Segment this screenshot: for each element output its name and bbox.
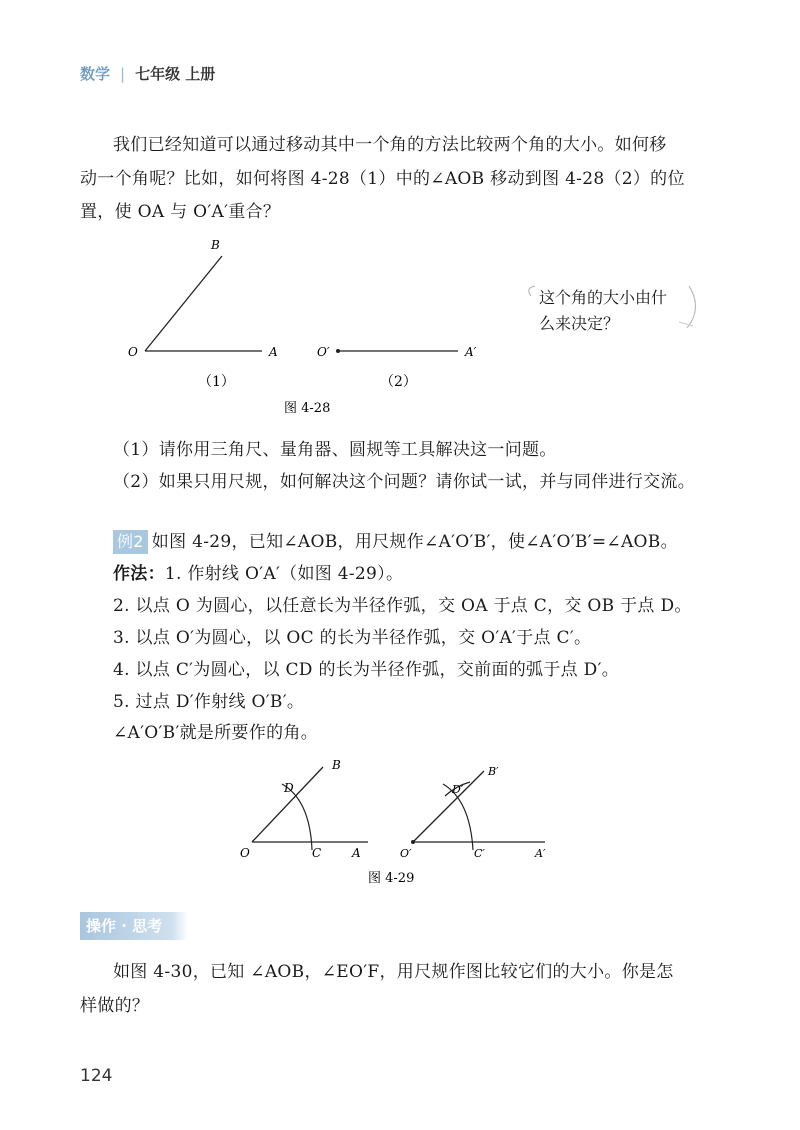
intro-line-1: 我们已经知道可以通过移动其中一个角的方法比较两个角的大小。如何移 — [113, 135, 667, 155]
question-2: （2）如果只用尺规，如何解决这个问题？请你试一试，并与同伴进行交流。 — [113, 472, 696, 492]
subfigure-2-label: （2） — [380, 374, 417, 390]
step-3: 3. 以点 O′为圆心，以 OC 的长为半径作弧，交 O′A′于点 C′。 — [113, 628, 592, 648]
header-subject: 数学 — [80, 65, 111, 83]
point-o2-429 — [411, 840, 415, 844]
ray-ob-429 — [252, 767, 323, 842]
label-a-prime: A′ — [465, 345, 477, 359]
question-1: （1）请你用三角尺、量角器、圆规等工具解决这一问题。 — [113, 440, 557, 460]
header-grade: 七年级 上册 — [135, 65, 216, 83]
step-2: 2. 以点 O 为圆心，以任意长为半径作弧，交 OA 于点 C，交 OB 于点 D。 — [113, 596, 692, 616]
label-a-429: A — [352, 846, 361, 860]
figure-4-29-caption: 图 4-29 — [368, 871, 415, 886]
bubble-line-2: 么来决定？ — [539, 314, 620, 333]
intro-line-3: 置，使 OA 与 O′A′重合？ — [80, 202, 281, 222]
operation-line-2: 样做的？ — [80, 996, 150, 1016]
example-statement: 如图 4-29，已知∠AOB，用尺规作∠A′O′B′，使∠A′O′B′=∠AOB。 — [151, 532, 678, 552]
header-separator: | — [120, 65, 126, 83]
method-label: 作法： — [113, 564, 165, 584]
bubble-line-1: 这个角的大小由什 — [539, 288, 668, 307]
label-c-429: C — [312, 846, 322, 860]
label-o: O — [128, 345, 138, 359]
step-1: 1. 作射线 O′A′（如图 4-29）。 — [164, 564, 404, 584]
label-c-prime-429: C′ — [474, 847, 485, 860]
intro-line-2: 动一个角呢？比如，如何将图 4-28（1）中的∠AOB 移动到图 4-28（2）的位 — [80, 169, 685, 189]
label-o-429: O — [240, 846, 250, 860]
label-b-prime-429: B′ — [488, 765, 499, 778]
example-badge: 例2 — [113, 530, 148, 554]
label-a-prime-429: A′ — [535, 847, 546, 860]
operation-badge: 操作 · 思考 — [80, 912, 188, 940]
subfigure-1-label: （1） — [198, 374, 235, 390]
page-number: 124 — [80, 1066, 113, 1086]
label-o-prime: O′ — [317, 345, 330, 359]
operation-line-1: 如图 4-30，已知 ∠AOB，∠EO′F，用尺规作图比较它们的大小。你是怎 — [113, 962, 674, 982]
label-b-429: B — [332, 758, 341, 772]
label-b: B — [211, 238, 220, 252]
label-a: A — [269, 345, 278, 359]
ray-o2b2-429 — [413, 771, 484, 842]
label-d-429: D — [284, 781, 294, 795]
label-o-prime-429: O′ — [400, 847, 412, 860]
step-5: 5. 过点 D′作射线 O′B′。 — [113, 692, 305, 712]
conclusion: ∠A′O′B′就是所要作的角。 — [113, 723, 319, 743]
label-d-prime-429: D′ — [452, 783, 464, 796]
step-4: 4. 以点 C′为圆心，以 CD 的长为半径作弧，交前面的弧于点 D′。 — [113, 660, 620, 680]
figure-4-28-caption: 图 4-28 — [284, 401, 331, 416]
